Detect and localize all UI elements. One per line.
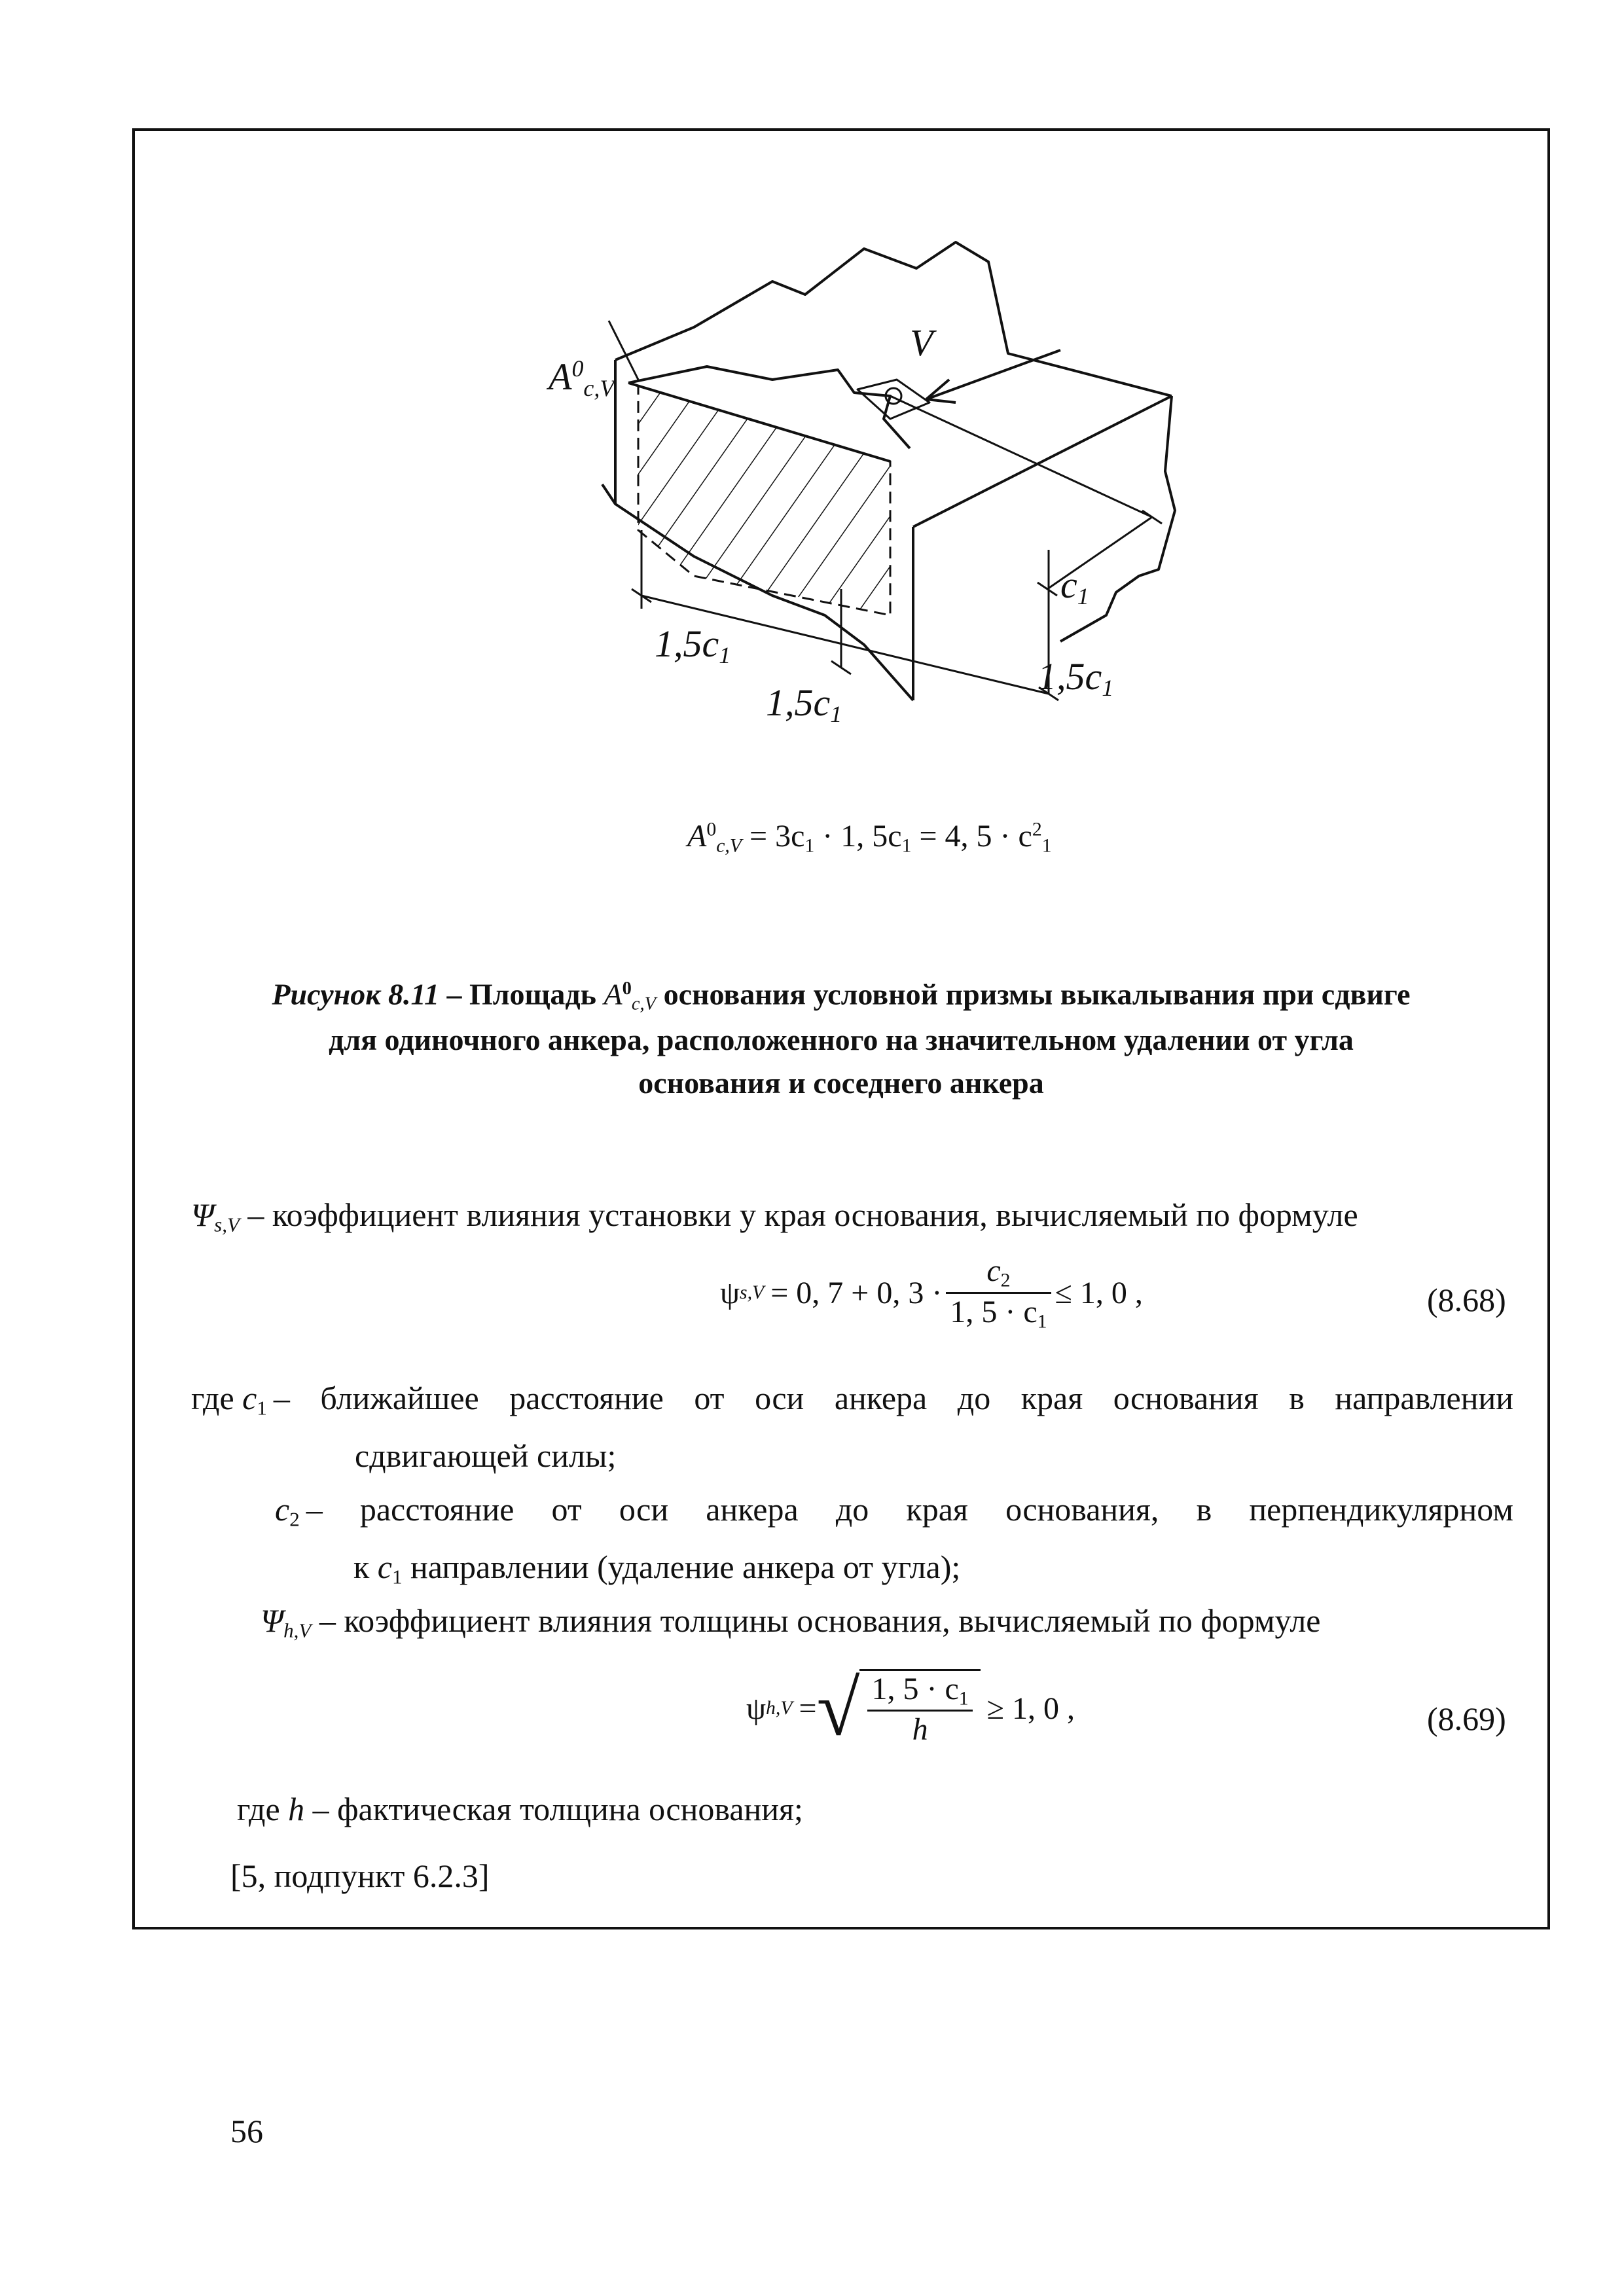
where-h-sym: h — [288, 1791, 305, 1827]
where-h-lead: где — [237, 1791, 280, 1827]
reference: [5, подпункт 6.2.3] — [230, 1857, 490, 1894]
dim-label-middle — [766, 681, 842, 728]
formula-rhs-end: = 4, 5 · c — [919, 819, 1032, 853]
dim-label-left — [655, 622, 731, 669]
dim-label-left-sub: 1 — [719, 642, 731, 669]
equation-8-68 — [720, 1253, 1143, 1332]
area-label — [549, 355, 614, 402]
psi-h-text: – коэффициент влияния толщины основания, вычисляемый по формуле — [319, 1602, 1321, 1639]
psi-h-definition — [261, 1597, 1513, 1655]
formula-rhs-sup3: 2 — [1032, 818, 1042, 840]
psi-s-definition — [191, 1191, 1513, 1249]
where-c2-sym-sub: 2 — [289, 1507, 300, 1531]
eq868-part2: ≤ 1, 0 , — [1055, 1275, 1143, 1310]
eq869-number: (8.69) — [1427, 1700, 1506, 1737]
figure-caption-line2: для одиночного анкера, расположенного на значительном удалении от угла — [329, 1023, 1354, 1056]
sqrt-icon: √ — [816, 1664, 860, 1752]
area-label-sup: 0 — [571, 355, 584, 382]
dim-label-right-base: 1,5c — [1038, 655, 1102, 698]
psi-h-symbol-sub: h,V — [283, 1619, 312, 1642]
where-c1 — [191, 1374, 1513, 1479]
eq868-den: 1, 5 · c — [950, 1294, 1038, 1329]
eq869-fraction — [867, 1671, 972, 1748]
eq869-num: 1, 5 · c — [871, 1671, 959, 1706]
eq868-den-sub: 1 — [1037, 1310, 1047, 1332]
formula-rhs-sub2: 1 — [901, 834, 912, 857]
eq868-num-sub: 2 — [1000, 1269, 1011, 1291]
eq868-lhs: ψ — [720, 1275, 740, 1310]
caption-symbol-sup: 0 — [622, 978, 632, 999]
caption-line1-rest: основания условной призмы выкалывания при сдвиге — [663, 977, 1411, 1011]
c1-label — [1060, 563, 1089, 610]
formula-lhs-sub: c,V — [716, 834, 742, 857]
dim-label-middle-sub: 1 — [830, 701, 842, 728]
caption-prefix: Рисунок 8.11 — [272, 977, 439, 1011]
formula-rhs-sub1: 1 — [804, 834, 815, 857]
force-label: V — [910, 321, 933, 364]
eq868-lhs-sub: s,V — [740, 1282, 765, 1303]
psi-s-text: – коэффициент влияния установки у края основания, вычисляемый по формуле — [247, 1196, 1358, 1233]
where-c1-line1: – ближайшее расстояние от оси анкера до края основания в направлении — [273, 1380, 1513, 1416]
where-c2-line2-pre: к — [353, 1548, 370, 1585]
where-c1-lead: где — [191, 1380, 234, 1416]
eq869-lhs: ψ — [746, 1691, 767, 1726]
figure-caption-line3: основания и соседнего анкера — [638, 1066, 1044, 1100]
where-c1-sym: c — [242, 1380, 257, 1416]
equation-8-69 — [746, 1664, 1075, 1752]
psi-s-symbol: Ψ — [191, 1196, 215, 1233]
eq869-part2: ≥ 1, 0 , — [986, 1691, 1075, 1726]
eq869-den: h — [912, 1712, 928, 1748]
figure-formula — [687, 818, 1052, 857]
where-c2-sym: c — [275, 1491, 290, 1528]
where-c2-line2-post: направлении (удаление анкера от угла); — [410, 1548, 961, 1585]
where-h — [237, 1785, 1513, 1833]
dim-label-left-base: 1,5c — [655, 622, 719, 665]
figure-caption-line1 — [164, 967, 1519, 1026]
formula-lhs-base: A — [687, 819, 707, 853]
where-c1-sym-sub: 1 — [257, 1396, 267, 1420]
eq869-num-sub: 1 — [958, 1687, 969, 1709]
dim-label-right — [1038, 655, 1113, 702]
formula-rhs-sub3: 1 — [1041, 834, 1052, 857]
eq869-lhs-sub: h,V — [766, 1697, 793, 1719]
formula-lhs-sup: 0 — [706, 818, 717, 840]
formula-rhs: = 3c — [749, 819, 805, 853]
eq868-num: c — [986, 1253, 1001, 1288]
eq868-part1: = 0, 7 + 0, 3 · — [770, 1275, 943, 1310]
caption-symbol-sub: c,V — [631, 994, 657, 1014]
eq868-fraction — [946, 1253, 1051, 1333]
eq868-number: (8.68) — [1427, 1282, 1506, 1318]
where-c2-line1: – расстояние от оси анкера до края основания, в перпендикулярном — [306, 1491, 1513, 1528]
area-label-sub: c,V — [583, 375, 615, 402]
formula-rhs-mid: · 1, 5c — [822, 819, 902, 853]
dim-label-right-sub: 1 — [1102, 675, 1114, 702]
caption-dash-text: – Площадь — [446, 977, 596, 1011]
psi-s-symbol-sub: s,V — [214, 1213, 240, 1236]
where-h-text: – фактическая толщина основания; — [312, 1791, 803, 1827]
caption-symbol-base: A — [604, 977, 623, 1011]
eq869-eq: = — [799, 1691, 817, 1726]
eq869-sqrt — [816, 1664, 981, 1752]
area-label-base: A — [549, 355, 572, 398]
where-c1-line2: сдвигающей силы; — [355, 1437, 617, 1474]
page-number: 56 — [230, 2113, 263, 2149]
where-c2-line2-sub: 1 — [392, 1565, 403, 1588]
c1-label-sub: 1 — [1077, 583, 1089, 610]
dim-label-middle-base: 1,5c — [766, 681, 831, 724]
where-c2 — [275, 1486, 1513, 1600]
where-c2-line2-sym: c — [377, 1548, 392, 1585]
c1-label-base: c — [1060, 564, 1077, 606]
psi-h-symbol: Ψ — [261, 1602, 284, 1639]
